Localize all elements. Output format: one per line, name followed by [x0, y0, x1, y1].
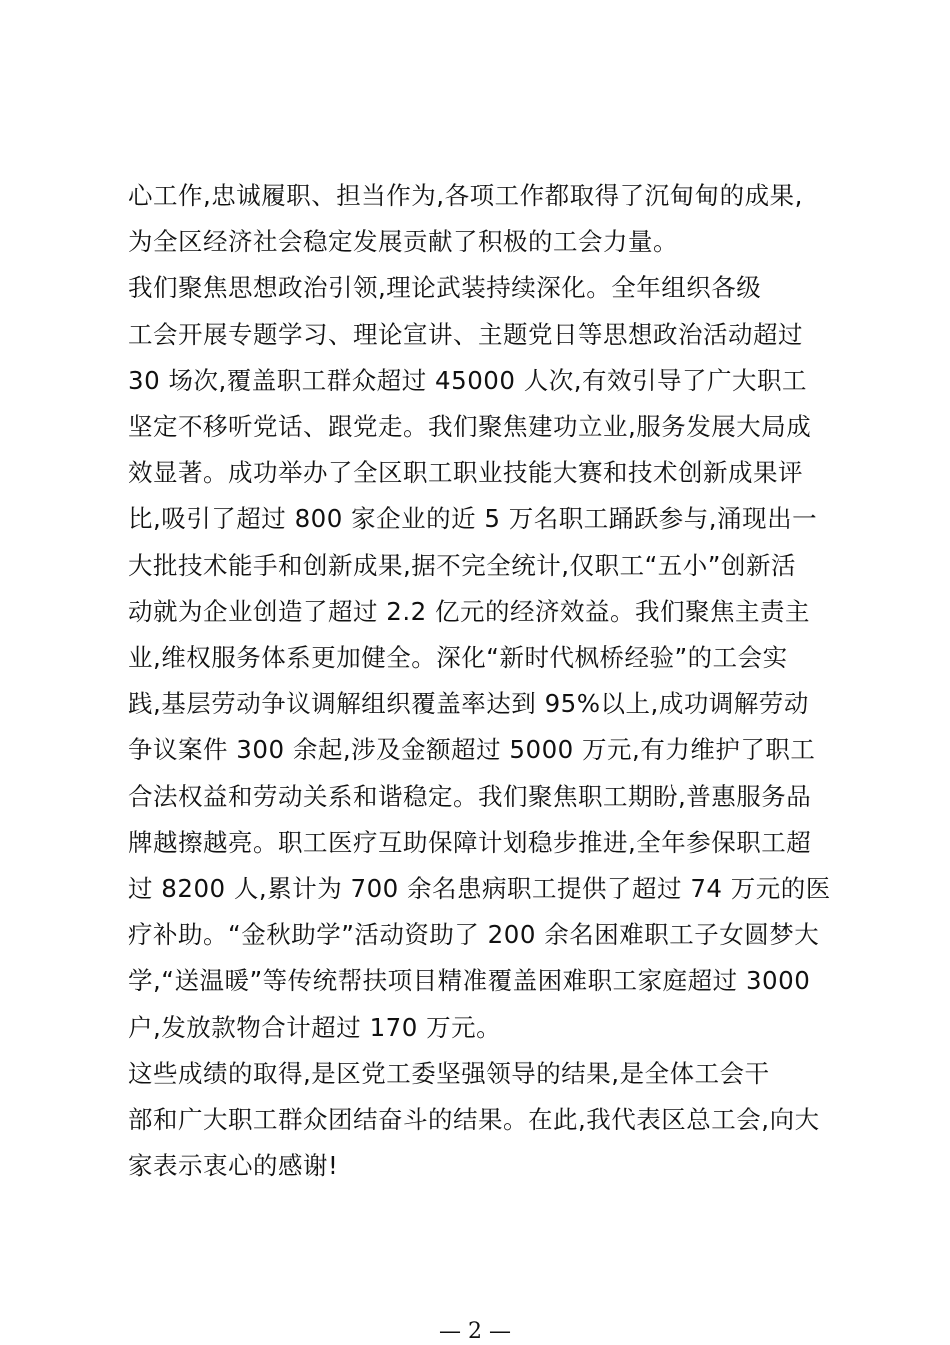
page-number: — 2 —	[439, 1319, 511, 1344]
paragraph-achievements: 我们聚焦思想政治引领,理论武装持续深化。全年组织各级 工会开展专题学习、理论宣讲、主题党日等思想政治活动超过 30 场次,覆盖职工群众超过 45000 人次,有效引导了广大职工 坚定不移听党话、跟党走。我们聚焦建功立业,服务发展大局成 效显著。成功举办了全区职工职业技能大赛和技术创新成果评 比,吸引了超过 800 家企业的近 5 万名职工踊跃参与,涌现出一 大批技术能手和创新成果,据不完全统计,仅职工“五小”创新活 动就为企业创造了超过 2.2 亿元的经济效益。我们聚焦主责主 业,维权服务体系更加健全。深化“新时代枫桥经验”的工会实 践,基层劳动争议调解组织覆盖率达到 95%以上,成功调解劳动 争议案件 300 余起,涉及金额超过 5000 万元,有力维护了职工 合法权益和劳动关系和谐稳定。我们聚焦职工期盼,普惠服务品 牌越擦越亮。职工医疗互助保障计划稳步推进,全年参保职工超 过 8200 人,累计为 700 余名患病职工提供了超过 74 万元的医 疗补助。“金秋助学”活动资助了 200 余名困难职工子女圆梦大 学,“送温暖”等传统帮扶项目精准覆盖困难职工家庭超过 3000 户,发放款物合计超过 170 万元。	[128, 273, 831, 1042]
body-text	[128, 173, 838, 1189]
paragraph-thanks: 这些成绩的取得,是区党工委坚强领导的结果,是全体工会干 部和广大职工群众团结奋斗的结果。在此,我代表区总工会,向大 家表示衷心的感谢!	[128, 1058, 820, 1181]
paragraph-continuation: 心工作,忠诚履职、担当作为,各项工作都取得了沉甸甸的成果, 为全区经济社会稳定发展贡献了积极的工会力量。	[128, 181, 803, 257]
